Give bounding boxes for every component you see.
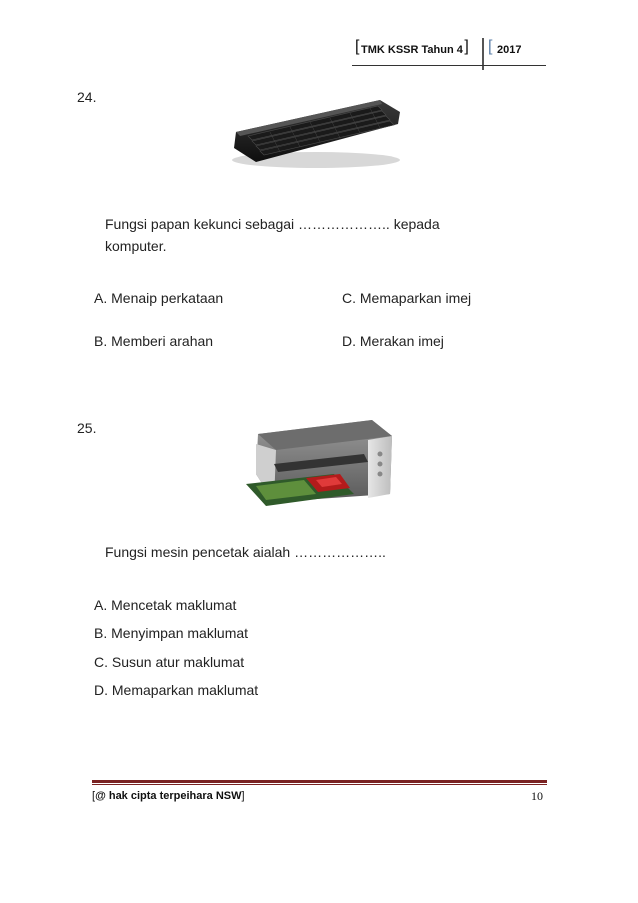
question-24-number: 24.: [77, 89, 97, 105]
question-25-stem: Fungsi mesin pencetak aialah ………………..: [105, 544, 386, 560]
header-course: [355, 38, 469, 56]
question-24-option-d[interactable]: D. Merakan imej: [342, 333, 444, 349]
question-25-option-a[interactable]: A. Mencetak maklumat: [94, 597, 237, 613]
question-25-option-d[interactable]: D. Memaparkan maklumat: [94, 682, 259, 698]
question-25-option-b[interactable]: B. Menyimpan maklumat: [94, 625, 249, 641]
question-24-option-c[interactable]: C. Memaparkan imej: [342, 290, 472, 306]
question-25-option-c[interactable]: C. Susun atur maklumat: [94, 654, 245, 670]
question-24-option-a[interactable]: A. Menaip perkataan: [94, 290, 224, 306]
header-year: [488, 38, 522, 56]
footer-bracket-open: [: [92, 790, 96, 802]
question-24-stem-line2: komputer.: [105, 238, 167, 254]
footer-copyright-text: @ hak cipta terpeihara NSW: [95, 790, 242, 802]
footer-rule-thick: [92, 780, 547, 783]
header-year-bracket: [: [488, 38, 493, 55]
question-24-stem: [105, 213, 440, 257]
question-24-stem-line1: Fungsi papan kekunci sebagai ……………….. kepada: [105, 216, 440, 232]
header-bracket-right: ]: [464, 38, 469, 55]
header-bracket-left: [: [355, 38, 360, 55]
header-year-text: 2017: [497, 44, 522, 56]
question-24-option-b[interactable]: B. Memberi arahan: [94, 333, 214, 349]
header-rule: [352, 65, 546, 66]
page-number: 10: [531, 789, 543, 803]
footer-copyright: [92, 790, 245, 802]
keyboard-image: [230, 92, 402, 170]
header-course-text: TMK KSSR Tahun 4: [361, 44, 463, 56]
footer-bracket-close: ]: [241, 790, 245, 802]
printer-image: [244, 414, 410, 506]
question-25-number: 25.: [77, 420, 97, 436]
footer-rule-thin: [92, 784, 547, 785]
